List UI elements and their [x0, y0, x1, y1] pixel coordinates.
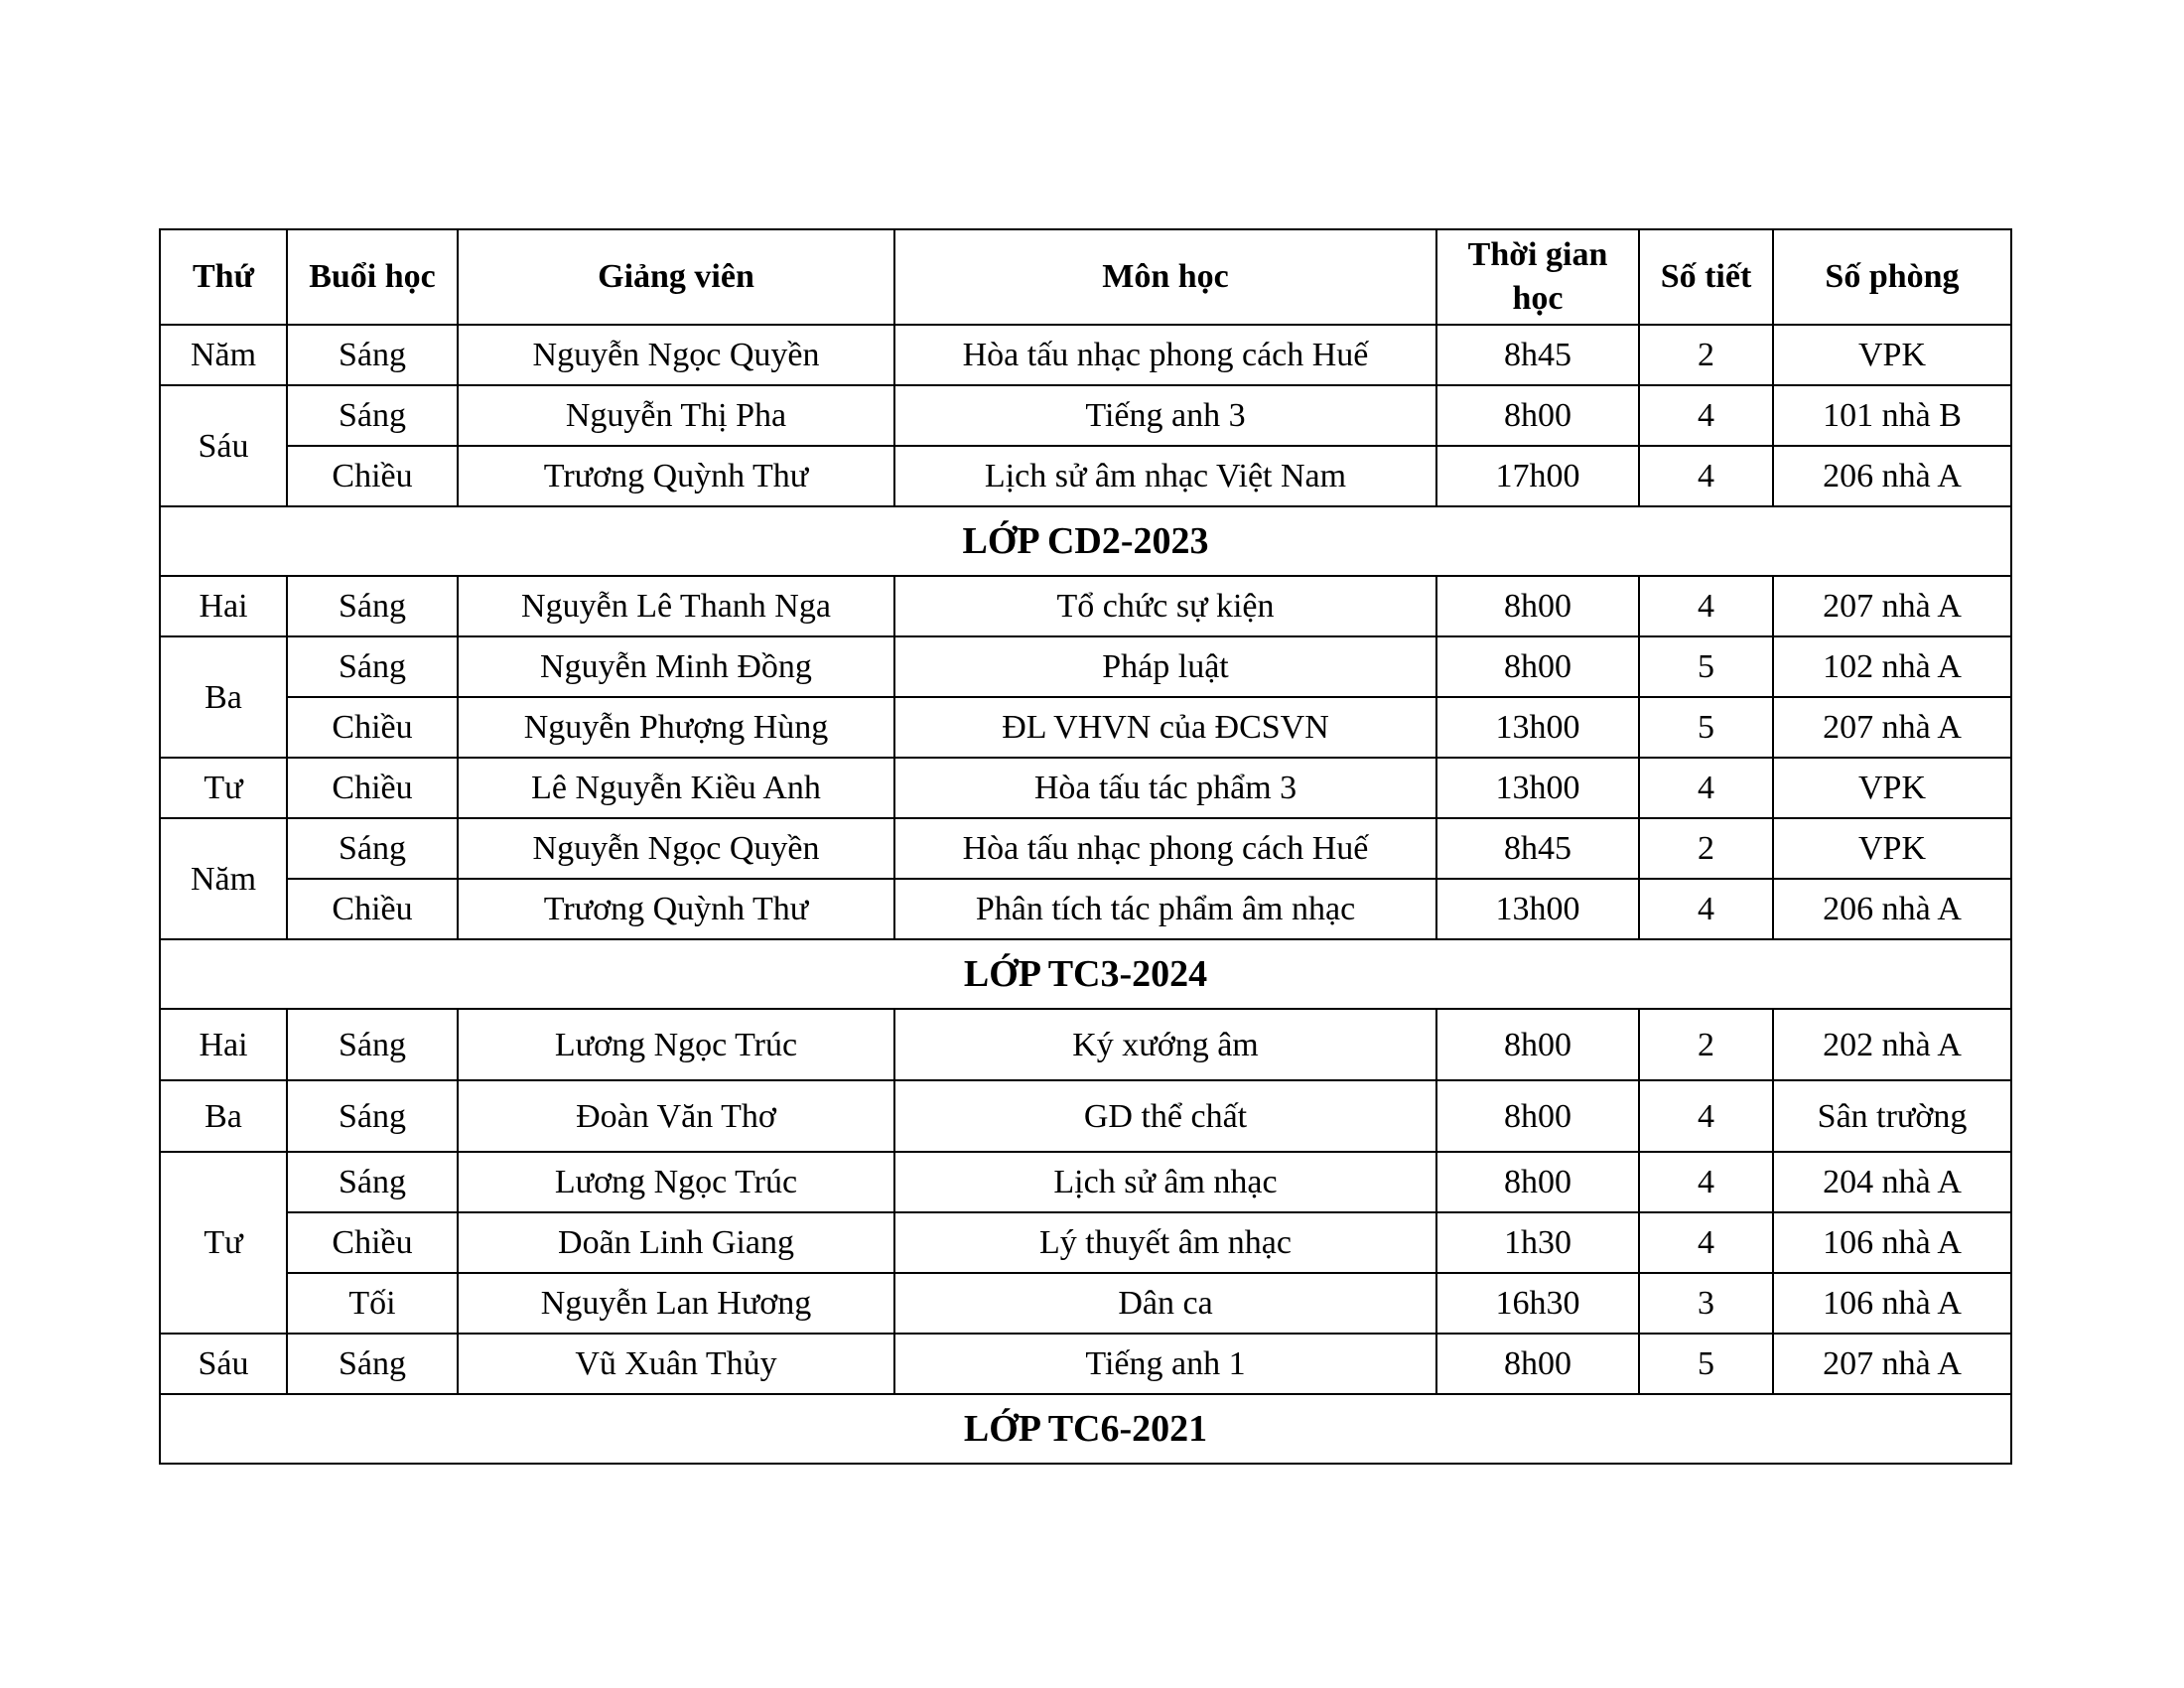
room-cell: 207 nhà A	[1773, 1334, 2011, 1394]
table-row	[160, 1334, 2011, 1394]
day-cell: Ba	[160, 636, 287, 758]
time-cell: 8h00	[1436, 385, 1639, 446]
time-cell: 8h00	[1436, 1334, 1639, 1394]
table-row	[160, 325, 2011, 385]
table-row	[160, 1152, 2011, 1212]
day-cell: Năm	[160, 325, 287, 385]
teacher-cell: Nguyễn Lê Thanh Nga	[458, 576, 894, 636]
table-row	[160, 385, 2011, 446]
time-cell: 8h45	[1436, 325, 1639, 385]
class-section-row	[160, 506, 2011, 576]
subject-cell: Ký xướng âm	[894, 1009, 1436, 1080]
table-row	[160, 1009, 2011, 1080]
room-cell: VPK	[1773, 818, 2011, 879]
table-row	[160, 576, 2011, 636]
day-cell: Sáu	[160, 385, 287, 506]
subject-cell: Dân ca	[894, 1273, 1436, 1334]
session-cell: Sáng	[287, 1009, 458, 1080]
time-cell: 8h00	[1436, 636, 1639, 697]
periods-cell: 4	[1639, 1212, 1773, 1273]
class-section-title: LỚP CD2-2023	[160, 506, 2011, 576]
time-cell: 8h00	[1436, 1009, 1639, 1080]
room-cell: 206 nhà A	[1773, 446, 2011, 506]
teacher-cell: Doãn Linh Giang	[458, 1212, 894, 1273]
periods-cell: 2	[1639, 325, 1773, 385]
day-cell: Sáu	[160, 1334, 287, 1394]
periods-cell: 2	[1639, 1009, 1773, 1080]
session-cell: Chiều	[287, 879, 458, 939]
schedule-table	[159, 228, 2012, 1465]
time-cell: 1h30	[1436, 1212, 1639, 1273]
table-row	[160, 758, 2011, 818]
teacher-cell: Vũ Xuân Thủy	[458, 1334, 894, 1394]
schedule-body	[160, 325, 2011, 1464]
subject-cell: Phân tích tác phẩm âm nhạc	[894, 879, 1436, 939]
teacher-cell: Lê Nguyễn Kiều Anh	[458, 758, 894, 818]
periods-cell: 4	[1639, 576, 1773, 636]
session-cell: Sáng	[287, 818, 458, 879]
session-cell: Chiều	[287, 758, 458, 818]
table-row	[160, 446, 2011, 506]
room-cell: 204 nhà A	[1773, 1152, 2011, 1212]
periods-cell: 5	[1639, 697, 1773, 758]
periods-cell: 4	[1639, 879, 1773, 939]
table-row	[160, 818, 2011, 879]
class-section-title: LỚP TC6-2021	[160, 1394, 2011, 1464]
subject-cell: Lịch sử âm nhạc Việt Nam	[894, 446, 1436, 506]
header-day: Thứ	[160, 229, 287, 325]
room-cell: 106 nhà A	[1773, 1273, 2011, 1334]
teacher-cell: Nguyễn Ngọc Quyền	[458, 325, 894, 385]
day-cell: Tư	[160, 1152, 287, 1334]
periods-cell: 4	[1639, 446, 1773, 506]
header-subject: Môn học	[894, 229, 1436, 325]
session-cell: Chiều	[287, 697, 458, 758]
time-cell: 13h00	[1436, 758, 1639, 818]
subject-cell: Lý thuyết âm nhạc	[894, 1212, 1436, 1273]
room-cell: Sân trường	[1773, 1080, 2011, 1152]
session-cell: Sáng	[287, 1080, 458, 1152]
room-cell: 207 nhà A	[1773, 576, 2011, 636]
day-cell: Hai	[160, 576, 287, 636]
time-cell: 16h30	[1436, 1273, 1639, 1334]
table-row	[160, 636, 2011, 697]
subject-cell: ĐL VHVN của ĐCSVN	[894, 697, 1436, 758]
periods-cell: 4	[1639, 1152, 1773, 1212]
room-cell: 101 nhà B	[1773, 385, 2011, 446]
session-cell: Sáng	[287, 636, 458, 697]
header-periods: Số tiết	[1639, 229, 1773, 325]
periods-cell: 5	[1639, 1334, 1773, 1394]
room-cell: VPK	[1773, 758, 2011, 818]
session-cell: Sáng	[287, 1334, 458, 1394]
subject-cell: Tiếng anh 1	[894, 1334, 1436, 1394]
room-cell: 106 nhà A	[1773, 1212, 2011, 1273]
subject-cell: Tổ chức sự kiện	[894, 576, 1436, 636]
session-cell: Tối	[287, 1273, 458, 1334]
day-cell: Tư	[160, 758, 287, 818]
teacher-cell: Trương Quỳnh Thư	[458, 446, 894, 506]
time-cell: 8h00	[1436, 1152, 1639, 1212]
subject-cell: Tiếng anh 3	[894, 385, 1436, 446]
room-cell: 202 nhà A	[1773, 1009, 2011, 1080]
room-cell: VPK	[1773, 325, 2011, 385]
periods-cell: 3	[1639, 1273, 1773, 1334]
periods-cell: 5	[1639, 636, 1773, 697]
periods-cell: 4	[1639, 1080, 1773, 1152]
header-row	[160, 229, 2011, 325]
table-row	[160, 1273, 2011, 1334]
teacher-cell: Đoàn Văn Thơ	[458, 1080, 894, 1152]
room-cell: 207 nhà A	[1773, 697, 2011, 758]
time-cell: 8h45	[1436, 818, 1639, 879]
teacher-cell: Nguyễn Thị Pha	[458, 385, 894, 446]
class-section-title: LỚP TC3-2024	[160, 939, 2011, 1009]
time-cell: 8h00	[1436, 576, 1639, 636]
subject-cell: Pháp luật	[894, 636, 1436, 697]
header-teacher: Giảng viên	[458, 229, 894, 325]
time-cell: 13h00	[1436, 879, 1639, 939]
subject-cell: Hòa tấu nhạc phong cách Huế	[894, 325, 1436, 385]
session-cell: Sáng	[287, 385, 458, 446]
teacher-cell: Nguyễn Minh Đồng	[458, 636, 894, 697]
header-room: Số phòng	[1773, 229, 2011, 325]
class-section-row	[160, 1394, 2011, 1464]
header-session: Buổi học	[287, 229, 458, 325]
session-cell: Sáng	[287, 1152, 458, 1212]
subject-cell: Hòa tấu tác phẩm 3	[894, 758, 1436, 818]
session-cell: Chiều	[287, 1212, 458, 1273]
table-row	[160, 1080, 2011, 1152]
room-cell: 206 nhà A	[1773, 879, 2011, 939]
time-cell: 17h00	[1436, 446, 1639, 506]
session-cell: Sáng	[287, 576, 458, 636]
time-cell: 13h00	[1436, 697, 1639, 758]
periods-cell: 4	[1639, 758, 1773, 818]
subject-cell: Hòa tấu nhạc phong cách Huế	[894, 818, 1436, 879]
class-section-row	[160, 939, 2011, 1009]
subject-cell: GD thể chất	[894, 1080, 1436, 1152]
time-cell: 8h00	[1436, 1080, 1639, 1152]
day-cell: Năm	[160, 818, 287, 939]
periods-cell: 4	[1639, 385, 1773, 446]
teacher-cell: Lương Ngọc Trúc	[458, 1009, 894, 1080]
table-row	[160, 879, 2011, 939]
teacher-cell: Nguyễn Phượng Hùng	[458, 697, 894, 758]
room-cell: 102 nhà A	[1773, 636, 2011, 697]
teacher-cell: Nguyễn Lan Hương	[458, 1273, 894, 1334]
teacher-cell: Trương Quỳnh Thư	[458, 879, 894, 939]
table-row	[160, 1212, 2011, 1273]
table-row	[160, 697, 2011, 758]
teacher-cell: Lương Ngọc Trúc	[458, 1152, 894, 1212]
header-time: Thời gian học	[1436, 229, 1639, 325]
periods-cell: 2	[1639, 818, 1773, 879]
day-cell: Hai	[160, 1009, 287, 1080]
teacher-cell: Nguyễn Ngọc Quyền	[458, 818, 894, 879]
session-cell: Sáng	[287, 325, 458, 385]
day-cell: Ba	[160, 1080, 287, 1152]
subject-cell: Lịch sử âm nhạc	[894, 1152, 1436, 1212]
session-cell: Chiều	[287, 446, 458, 506]
